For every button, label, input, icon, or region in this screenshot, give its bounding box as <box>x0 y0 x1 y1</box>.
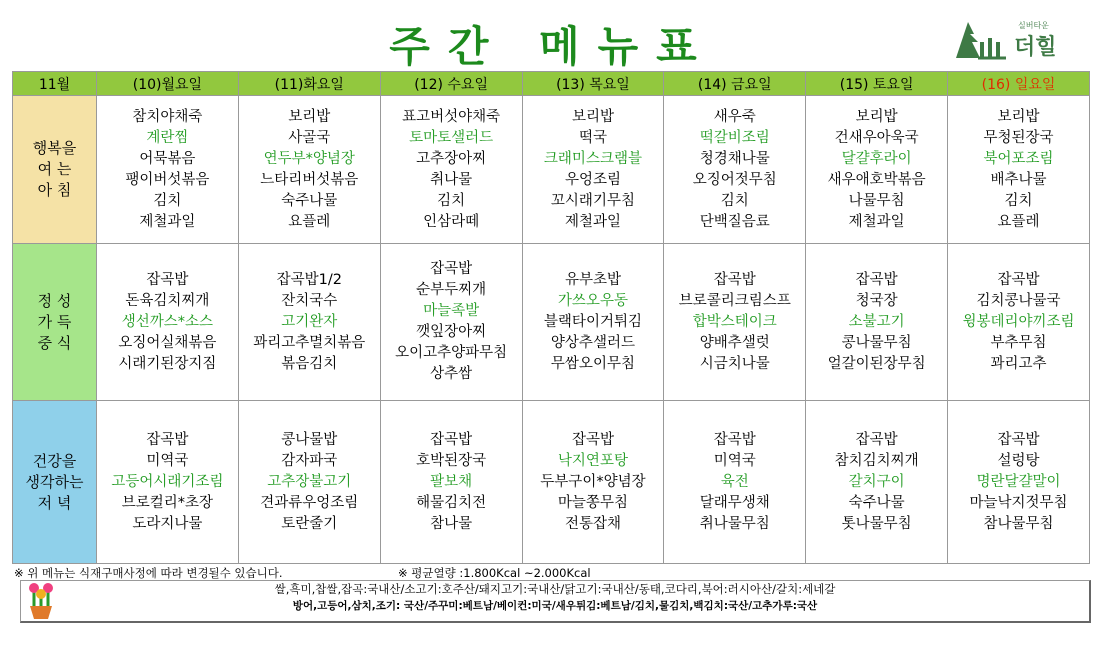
menu-item: 토란줄기 <box>281 515 338 532</box>
menu-item: 김치 <box>437 192 466 209</box>
menu-cell <box>238 401 380 564</box>
menu-item: 느타리버섯볶음 <box>260 171 359 188</box>
origin-line-2: 방어,고등어,삼치,조기: 국산/주꾸미:베트남/베이컨:미국/새우튀김:베트남/김치,물김치,백김치:국산/고추가루:국산 <box>292 600 818 612</box>
menu-item: 미역국 <box>713 452 756 469</box>
menu-item: 보리밥 <box>288 108 331 125</box>
menu-item: 가쓰오우동 <box>557 292 628 309</box>
tree-logo-icon <box>952 18 1012 62</box>
day-header: (14) 금요일 <box>664 72 806 96</box>
menu-item: 제철과일 <box>564 213 621 230</box>
menu-item: 낙지연포탕 <box>557 452 628 469</box>
menu-item: 브로컬리*초장 <box>121 494 214 511</box>
menu-item: 잡곡밥 <box>146 271 189 288</box>
meal-label: 행복을 여 는 아 침 <box>13 96 97 244</box>
menu-item: 상추쌈 <box>430 366 473 382</box>
menu-cell <box>380 96 522 244</box>
menu-item: 톳나물무침 <box>841 515 912 532</box>
menu-item: 달걀후라이 <box>841 150 912 167</box>
menu-item: 시래기된장지짐 <box>118 355 217 372</box>
menu-item: 부추무침 <box>990 334 1047 351</box>
menu-item: 잡곡밥 <box>146 431 189 448</box>
menu-item: 배추나물 <box>990 171 1047 188</box>
menu-item: 마늘족발 <box>423 303 480 319</box>
menu-item: 생선까스*소스 <box>121 313 214 330</box>
menu-cell <box>97 96 239 244</box>
menu-item: 순부두찌개 <box>416 282 487 298</box>
header-row <box>13 72 1090 96</box>
menu-item: 잡곡밥 <box>997 271 1040 288</box>
logo <box>952 18 1072 62</box>
menu-cell <box>806 401 948 564</box>
menu-cell <box>664 96 806 244</box>
menu-cell <box>664 244 806 401</box>
menu-item: 김치 <box>153 192 182 209</box>
page-title: 주간 메뉴표 <box>389 22 715 71</box>
menu-item: 참나물무침 <box>983 515 1054 532</box>
menu-item: 마늘낙지젓무침 <box>969 494 1068 511</box>
menu-item: 콩나물무침 <box>841 334 912 351</box>
menu-item: 오징어젓무침 <box>692 171 777 188</box>
menu-item: 청경채나물 <box>699 150 770 167</box>
menu-item: 잡곡밥 <box>855 431 898 448</box>
menu-item: 토마토샐러드 <box>409 129 494 146</box>
menu-item: 요플레 <box>288 213 331 230</box>
menu-item: 무쌈오이무침 <box>550 355 635 372</box>
menu-item: 잔치국수 <box>281 292 338 309</box>
meal-row <box>13 401 1090 564</box>
menu-cell <box>238 244 380 401</box>
menu-item: 잡곡밥 <box>855 271 898 288</box>
menu-item: 시금치나물 <box>699 355 770 372</box>
menu-item: 고추장불고기 <box>267 473 352 490</box>
menu-item: 취나물무침 <box>699 515 770 532</box>
menu-item: 보리밥 <box>855 108 898 125</box>
menu-item: 고추장아찌 <box>416 150 487 167</box>
day-header: (10)월요일 <box>97 72 239 96</box>
menu-cell <box>522 244 664 401</box>
menu-item: 인삼라떼 <box>423 213 480 230</box>
menu-item: 고기완자 <box>281 313 338 330</box>
menu-item: 북어포조림 <box>983 150 1054 167</box>
menu-item: 마늘쫑무침 <box>557 494 628 511</box>
menu-item: 윙봉데리야끼조림 <box>962 313 1075 330</box>
day-header: (12) 수요일 <box>380 72 522 96</box>
menu-cell <box>97 401 239 564</box>
menu-item: 숙주나물 <box>281 192 338 209</box>
menu-item: 소불고기 <box>848 313 905 330</box>
menu-item: 어묵볶음 <box>139 150 196 167</box>
menu-item: 양상추샐러드 <box>550 334 635 351</box>
menu-item: 잡곡밥 <box>713 271 756 288</box>
menu-item: 잡곡밥 <box>997 431 1040 448</box>
meal-label: 건강을 생각하는 저 녁 <box>13 401 97 564</box>
menu-item: 팽이버섯볶음 <box>125 171 210 188</box>
menu-item: 새우애호박볶음 <box>827 171 926 188</box>
change-notice: ※ 위 메뉴는 식재구매사정에 따라 변경될수 있습니다. <box>14 566 283 580</box>
menu-item: 떡갈비조림 <box>699 129 770 146</box>
menu-cell <box>522 96 664 244</box>
menu-item: 얼갈이된장무침 <box>827 355 926 372</box>
menu-item: 두부구이*양념장 <box>540 473 646 490</box>
menu-item: 꽈리고추 <box>990 355 1047 372</box>
menu-item: 잡곡밥 <box>713 431 756 448</box>
menu-item: 설렁탕 <box>997 452 1040 469</box>
menu-item: 육전 <box>720 473 749 490</box>
day-header: (11)화요일 <box>238 72 380 96</box>
menu-cell <box>522 401 664 564</box>
menu-item: 요플레 <box>997 213 1040 230</box>
menu-item: 크래미스크램블 <box>543 150 642 167</box>
menu-item: 블랙타이거튀김 <box>543 313 642 330</box>
menu-item: 오징어실채볶음 <box>118 334 217 351</box>
calorie-notice: ※ 평균열량 :1.800Kcal ~2.000Kcal <box>398 566 591 580</box>
menu-item: 단백질음료 <box>699 213 770 230</box>
menu-item: 김치 <box>720 192 749 209</box>
flower-pot-icon <box>22 578 60 620</box>
menu-item: 콩나물밥 <box>281 431 338 448</box>
menu-cell <box>664 401 806 564</box>
menu-cell <box>380 401 522 564</box>
menu-item: 제철과일 <box>139 213 196 230</box>
logo-subtitle: 실버타운 <box>1018 21 1049 30</box>
menu-item: 떡국 <box>578 129 607 146</box>
menu-item: 전통잡채 <box>564 515 621 532</box>
menu-item: 건새우아욱국 <box>834 129 919 146</box>
menu-item: 새우죽 <box>713 108 756 125</box>
menu-cell <box>97 244 239 401</box>
menu-cell <box>380 244 522 401</box>
menu-item: 브로콜리크림스프 <box>678 292 791 309</box>
menu-item: 무청된장국 <box>983 129 1054 146</box>
menu-item: 호박된장국 <box>416 452 487 469</box>
menu-item: 양배추샐럿 <box>699 334 770 351</box>
menu-item: 돈육김치찌개 <box>125 292 210 309</box>
menu-item: 김치 <box>1004 192 1033 209</box>
menu-item: 표고버섯야채죽 <box>402 108 501 125</box>
menu-item: 제철과일 <box>848 213 905 230</box>
menu-item: 감자파국 <box>281 452 338 469</box>
menu-cell <box>948 244 1090 401</box>
menu-item: 깻잎장아찌 <box>416 324 487 340</box>
menu-cell <box>948 401 1090 564</box>
menu-item: 견과류우엉조림 <box>260 494 359 511</box>
logo-name: 더힐 <box>1014 35 1057 60</box>
menu-item: 명란달걀말이 <box>976 473 1061 490</box>
menu-item: 취나물 <box>430 171 473 188</box>
menu-item: 꼬시래기무침 <box>550 192 635 209</box>
menu-item: 참치김치찌개 <box>834 452 919 469</box>
day-header: (13) 목요일 <box>522 72 664 96</box>
menu-item: 연두부*양념장 <box>263 150 355 167</box>
menu-cell <box>948 96 1090 244</box>
menu-cell <box>806 96 948 244</box>
meal-row <box>13 244 1090 401</box>
origin-line-1: 쌀,흑미,찹쌀,잡곡:국내산/소고기:호주산/돼지고기:국내산/닭고기:국내산/동태,코다리,북어:러시아산/갈치:세네갈 <box>274 582 836 596</box>
menu-item: 청국장 <box>855 292 898 309</box>
meal-row <box>13 96 1090 244</box>
menu-item: 달래무생채 <box>699 494 770 511</box>
origin-info-box <box>20 580 1091 623</box>
menu-item: 도라지나물 <box>132 515 203 532</box>
menu-item: 고등어시래기조림 <box>111 473 224 490</box>
menu-item: 유부초밥 <box>564 271 621 288</box>
weekly-menu-table <box>12 71 1090 564</box>
menu-item: 미역국 <box>146 452 189 469</box>
menu-item: 계란찜 <box>146 129 189 146</box>
menu-item: 볶음김치 <box>281 355 338 372</box>
menu-item: 김치콩나물국 <box>976 292 1061 309</box>
menu-item: 참나물 <box>430 515 473 532</box>
menu-cell <box>238 96 380 244</box>
day-header: (16) 일요일 <box>948 72 1090 96</box>
menu-item: 갈치구이 <box>848 473 905 490</box>
menu-item: 합박스테이크 <box>692 313 777 330</box>
menu-item: 잡곡밥 <box>430 261 473 277</box>
menu-item: 꽈리고추멸치볶음 <box>253 334 366 351</box>
menu-item: 팔보채 <box>430 473 473 490</box>
menu-item: 참치야채죽 <box>132 108 203 125</box>
menu-item: 오이고추양파무침 <box>395 345 508 361</box>
menu-item: 잡곡밥 <box>571 431 614 448</box>
month-header: 11월 <box>13 72 97 96</box>
menu-item: 나물무침 <box>848 192 905 209</box>
menu-item: 해물김치전 <box>416 494 487 511</box>
menu-item: 보리밥 <box>571 108 614 125</box>
menu-item: 숙주나물 <box>848 494 905 511</box>
menu-item: 잡곡밥 <box>430 431 473 448</box>
menu-cell <box>806 244 948 401</box>
menu-item: 우엉조림 <box>564 171 621 188</box>
menu-item: 보리밥 <box>997 108 1040 125</box>
day-header: (15) 토요일 <box>806 72 948 96</box>
menu-item: 사골국 <box>288 129 331 146</box>
meal-label: 정 성 가 득 중 식 <box>13 244 97 401</box>
menu-item: 잡곡밥1/2 <box>276 271 342 288</box>
